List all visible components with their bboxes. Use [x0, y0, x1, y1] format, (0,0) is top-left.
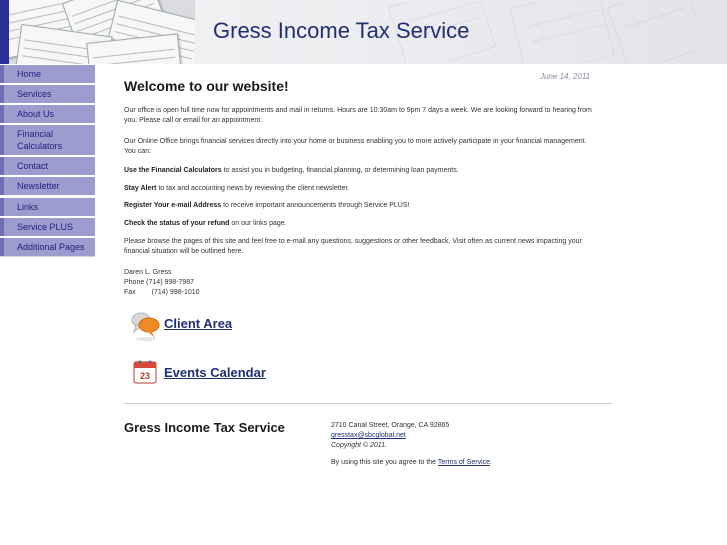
- footer-divider: [124, 403, 612, 404]
- bullet-bold: Stay Alert: [124, 185, 157, 192]
- bullet-bold: Register Your e-mail Address: [124, 202, 222, 209]
- online-office-paragraph: Our Online Office brings financial services directly into your home or business enabling you to more actively participate in your financial management. You can:: [124, 138, 587, 155]
- bullet-text: on our links page.: [229, 220, 287, 227]
- bullet-text: to assist you in budgeting, financial planning, or determining loan payments.: [221, 167, 459, 174]
- contact-fax: [124, 288, 594, 298]
- nav-item-links[interactable]: Links: [0, 198, 95, 216]
- contact-fax-number: (714) 998-1010: [151, 289, 200, 296]
- intro-paragraph: Our office is open full time now for appointments and mail in returns. Hours are 10:30am to 9pm 7 days a week. We are looking forward to hearing from you. Please call or email for an appointment.: [124, 107, 592, 124]
- footer-terms: [331, 458, 492, 468]
- bullet-register-email: [124, 201, 594, 211]
- nav-item-about-us[interactable]: About Us: [0, 105, 95, 123]
- footer-email-line: [331, 431, 406, 441]
- footer-email-link[interactable]: gresstax@sbcglobal.net: [331, 432, 406, 439]
- footer-title: Gress Income Tax Service: [124, 420, 285, 435]
- nav-item-contact[interactable]: Contact: [0, 157, 95, 175]
- bullet-bold: Check the status of your refund: [124, 220, 230, 227]
- nav-item-services[interactable]: Services: [0, 85, 95, 103]
- bullet-text: to tax and accounting news by reviewing the client newsletter.: [156, 185, 350, 192]
- site-title: Gress Income Tax Service: [213, 18, 470, 43]
- contact-phone: Phone (714) 998-7987: [124, 279, 195, 286]
- bullet-text: to receive important announcements through Service PLUS!: [221, 202, 410, 209]
- sidebar-divider: [0, 256, 95, 257]
- contact-fax-label: Fax: [124, 289, 136, 296]
- post-date: June 14, 2011: [540, 72, 591, 81]
- footer-address: 2710 Canal Street, Orange, CA 92865: [331, 422, 450, 429]
- sidebar-nav: [0, 64, 95, 256]
- footer-terms-prefix: By using this site you agree to the: [331, 459, 438, 466]
- terms-of-service-link[interactable]: Terms of Service: [437, 459, 491, 466]
- closing-paragraph: Please browse the pages of this site and feel free to e-mail any questions, suggestions or other feedback. Visit often as current news impacting your financial situation will be outlined here.: [124, 238, 582, 255]
- welcome-heading: Welcome to our website!: [124, 78, 289, 94]
- footer-terms-suffix: .: [490, 459, 492, 466]
- events-calendar-link[interactable]: Events Calendar: [164, 365, 266, 380]
- nav-item-service-plus[interactable]: Service PLUS: [0, 218, 95, 236]
- nav-item-newsletter[interactable]: Newsletter: [0, 177, 95, 195]
- bullet-bold: Use the Financial Calculators: [124, 167, 222, 174]
- nav-item-financial-calculators[interactable]: Financial Calculators: [0, 125, 95, 155]
- client-area-link[interactable]: Client Area: [164, 316, 233, 331]
- header-tax-forms-image: [9, 0, 195, 64]
- header-accent-bar: [0, 0, 9, 64]
- contact-name: Daren L. Gress: [124, 269, 172, 276]
- calendar-icon-day: 23: [139, 371, 151, 381]
- bullet-financial-calculators: [124, 166, 594, 176]
- nav-item-additional-pages[interactable]: Additional Pages: [0, 238, 95, 256]
- calendar-icon[interactable]: [133, 359, 157, 385]
- bullet-stay-alert: [124, 184, 594, 194]
- footer-copyright: Copyright © 2011.: [331, 442, 388, 449]
- speech-bubbles-icon[interactable]: [131, 310, 161, 342]
- nav-item-home[interactable]: Home: [0, 65, 95, 83]
- site-header: [0, 0, 727, 64]
- bullet-refund-status: [124, 219, 594, 229]
